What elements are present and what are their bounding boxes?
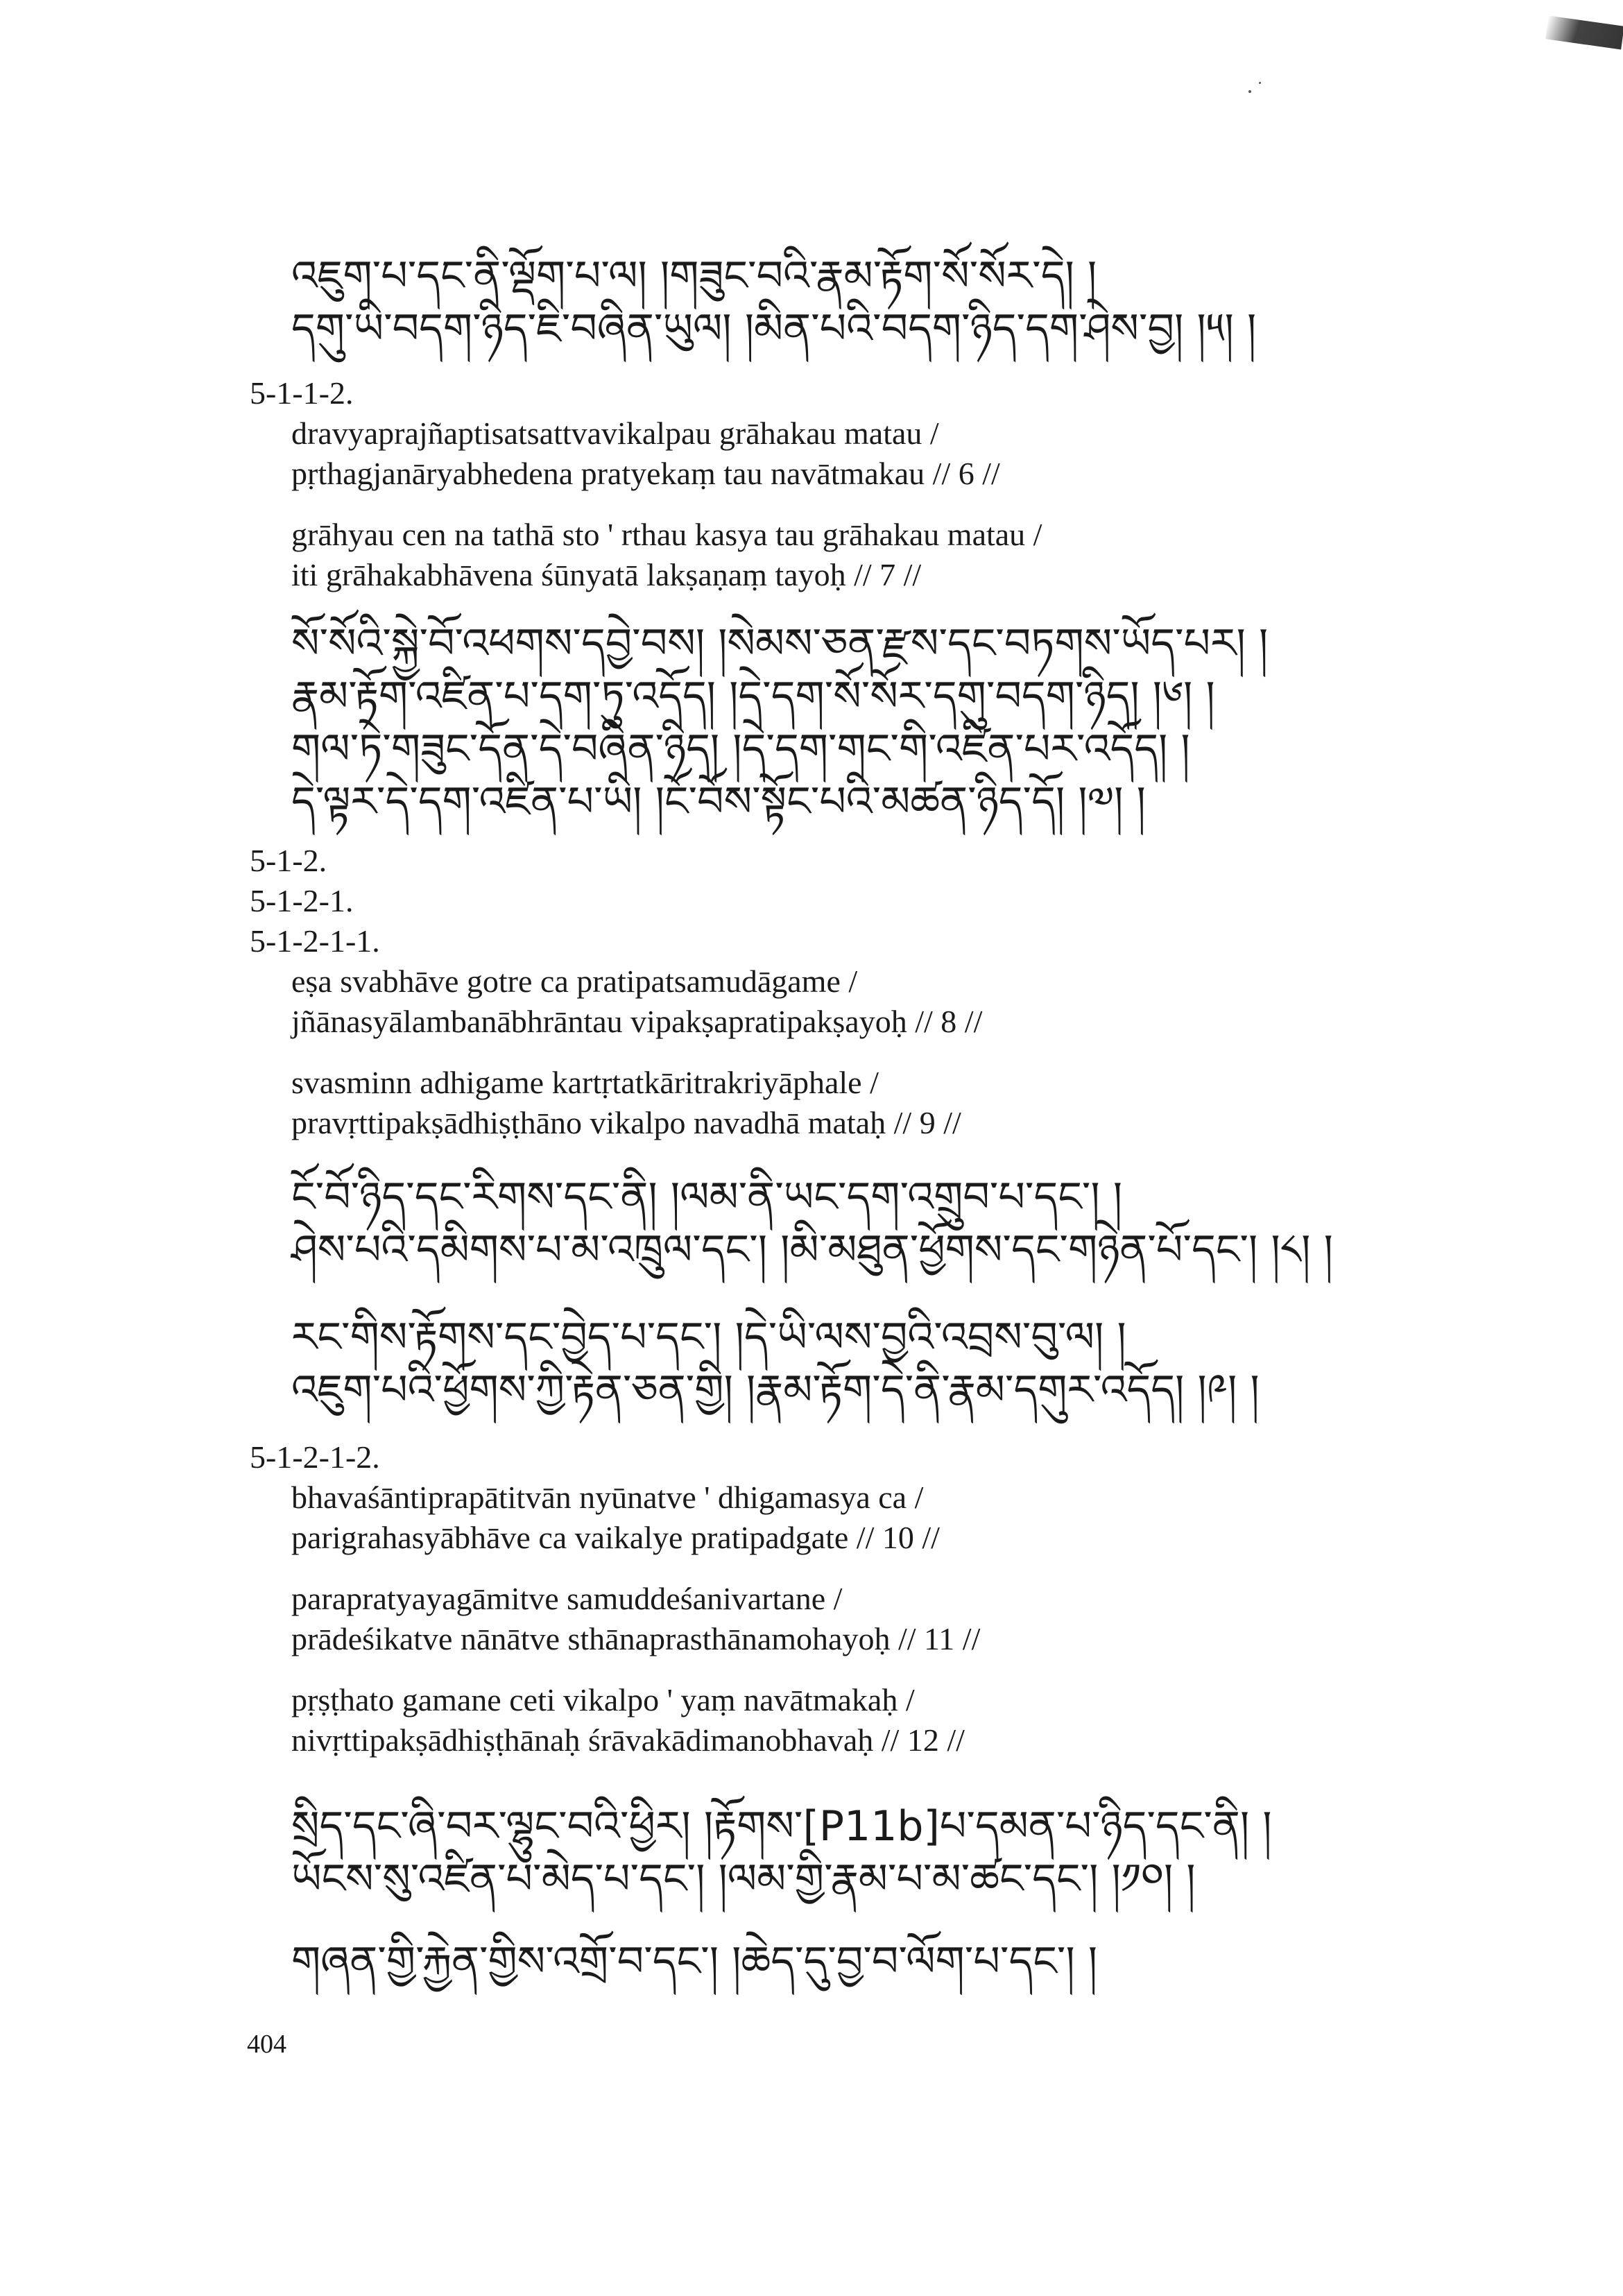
tibetan-line: ཡོངས་སུ་འཛིན་པ་མེད་པ་དང་། །ལམ་གྱི་རྣམ་པ་མ་ཚང་དང་། །༡༠། ། xyxy=(291,1855,1196,1903)
tibetan-line: ངོ་བོ་ཉིད་དང་རིགས་དང་ནི། །ལམ་ནི་ཡང་དག་འགྲུབ་པ་དང་། ། xyxy=(291,1173,1123,1222)
section-heading: 5-1-2-1-2. xyxy=(250,1439,380,1475)
section-heading: 5-1-2-1. xyxy=(250,883,354,918)
sanskrit-line: pṛṣṭhato gamane ceti vikalpo ' yaṃ navātmakaḥ / xyxy=(291,1682,915,1717)
sanskrit-line: nivṛttipakṣādhiṣṭhānaḥ śrāvakādimanobhavaḥ // 12 // xyxy=(291,1722,965,1758)
scan-artifact xyxy=(1545,16,1623,50)
tibetan-line: འཇུག་པ་དང་ནི་ལྡོག་པ་ལ། །གཟུང་བའི་རྣམ་རྟོག་སོ་སོར་དེ། ། xyxy=(291,252,1097,300)
sanskrit-line: bhavaśāntiprapātitvān nyūnatve ' dhigamasya ca / xyxy=(291,1480,924,1515)
scan-speck xyxy=(1248,90,1251,93)
section-heading: 5-1-1-2. xyxy=(250,375,354,411)
sanskrit-line: parapratyayagāmitve samuddeśanivartane / xyxy=(291,1581,843,1616)
sanskrit-line: grāhyau cen na tathā sto ' rthau kasya tau grāhakau matau / xyxy=(291,517,1042,552)
tibetan-line: རྣམ་རྟོག་འཛིན་པ་དག་ཏུ་འདོད། །དེ་དག་སོ་སོར་དགུ་བདག་ཉིད། །༦། ། xyxy=(291,672,1215,721)
section-heading: 5-1-2-1-1. xyxy=(250,923,380,959)
section-5-1-2 xyxy=(250,841,1568,1143)
tibetan-line: དགུ་ཡི་བདག་ཉིད་ཇི་བཞིན་ཡུལ། །མིན་པའི་བདག་ཉིད་དག་ཤེས་བྱ། །༥། ། xyxy=(291,305,1257,353)
tibetan-line: འཇུག་པའི་ཕྱོགས་ཀྱི་རྟེན་ཅན་གྱི། །རྣམ་རྟོག་དེ་ནི་རྣམ་དགུར་འདོད། །༩། ། xyxy=(291,1366,1260,1414)
scan-speck xyxy=(1259,82,1261,84)
sanskrit-line: svasminn adhigame kartṛtatkāritrakriyāphale / xyxy=(291,1065,879,1100)
sanskrit-line: pravṛttipakṣādhiṣṭhāno vikalpo navadhā mataḥ // 9 // xyxy=(291,1105,961,1140)
tibetan-line: སོ་སོའི་སྐྱེ་བོ་འཕགས་དབྱེ་བས། །སེམས་ཅན་རྫས་དང་བཏགས་ཡོད་པར། ། xyxy=(291,619,1269,668)
tibetan-verse-block-1 xyxy=(250,250,1568,355)
tibetan-verse-block-4 xyxy=(250,1311,1568,1416)
tibetan-verse-block-6 xyxy=(250,1935,1568,1988)
sanskrit-line: jñānasyālambanābhrāntau vipakṣapratipakṣayoḥ // 8 // xyxy=(291,1004,983,1039)
sanskrit-line: parigrahasyābhāve ca vaikalye pratipadgate // 10 // xyxy=(291,1520,940,1555)
tibetan-verse-block-3 xyxy=(250,1171,1568,1276)
sanskrit-line: prādeśikatve nānātve sthānaprasthānamohayoḥ // 11 // xyxy=(291,1621,981,1656)
tibetan-line: རང་གིས་རྟོགས་དང་བྱེད་པ་དང་། །དེ་ཡི་ལས་བྱའི་འབྲས་བུ་ལ། ། xyxy=(291,1313,1126,1362)
sanskrit-line: dravyaprajñaptisatsattvavikalpau grāhakau matau / xyxy=(291,415,939,451)
tibetan-verse-block-2 xyxy=(250,617,1568,828)
tibetan-line: ཤེས་པའི་དམིགས་པ་མ་འཁྲུལ་དང་། །མི་མཐུན་ཕྱོགས་དང་གཉེན་པོ་དང་། །༨། ། xyxy=(291,1226,1333,1274)
tibetan-line: སྲིད་དང་ཞི་བར་ལྷུང་བའི་ཕྱིར། །རྟོགས་[P11b]པ་དམན་པ་ཉིད་དང་ནི། ། xyxy=(291,1802,1272,1851)
tibetan-line: གལ་ཏེ་གཟུང་དོན་དེ་བཞིན་ཉིད། །དེ་དག་གང་གི་འཛིན་པར་འདོད། ། xyxy=(291,725,1190,773)
page-number: 404 xyxy=(247,2030,286,2059)
section-5-1-2-1-2 xyxy=(250,1437,1568,1760)
tibetan-line: དེ་ལྟར་དེ་དག་འཛིན་པ་ཡི། །ངོ་བོས་སྟོང་པའི་མཚན་ཉིད་དོ། །༧། ། xyxy=(291,778,1146,826)
section-heading: 5-1-2. xyxy=(250,843,327,878)
tibetan-line: གཞན་གྱི་རྐྱེན་གྱིས་འགྲོ་བ་དང་། །ཆེད་དུ་བྱ་བ་ལོག་པ་དང་། ། xyxy=(291,1937,1098,1986)
sanskrit-line: pṛthagjanāryabhedena pratyekaṃ tau navātmakau // 6 // xyxy=(291,456,1000,491)
sanskrit-line: eṣa svabhāve gotre ca pratipatsamudāgame / xyxy=(291,963,858,999)
section-5-1-1-2 xyxy=(250,373,1568,595)
sanskrit-line: iti grāhakabhāvena śūnyatā lakṣaṇaṃ tayoḥ // 7 // xyxy=(291,557,922,592)
tibetan-verse-block-5 xyxy=(250,1800,1568,1905)
